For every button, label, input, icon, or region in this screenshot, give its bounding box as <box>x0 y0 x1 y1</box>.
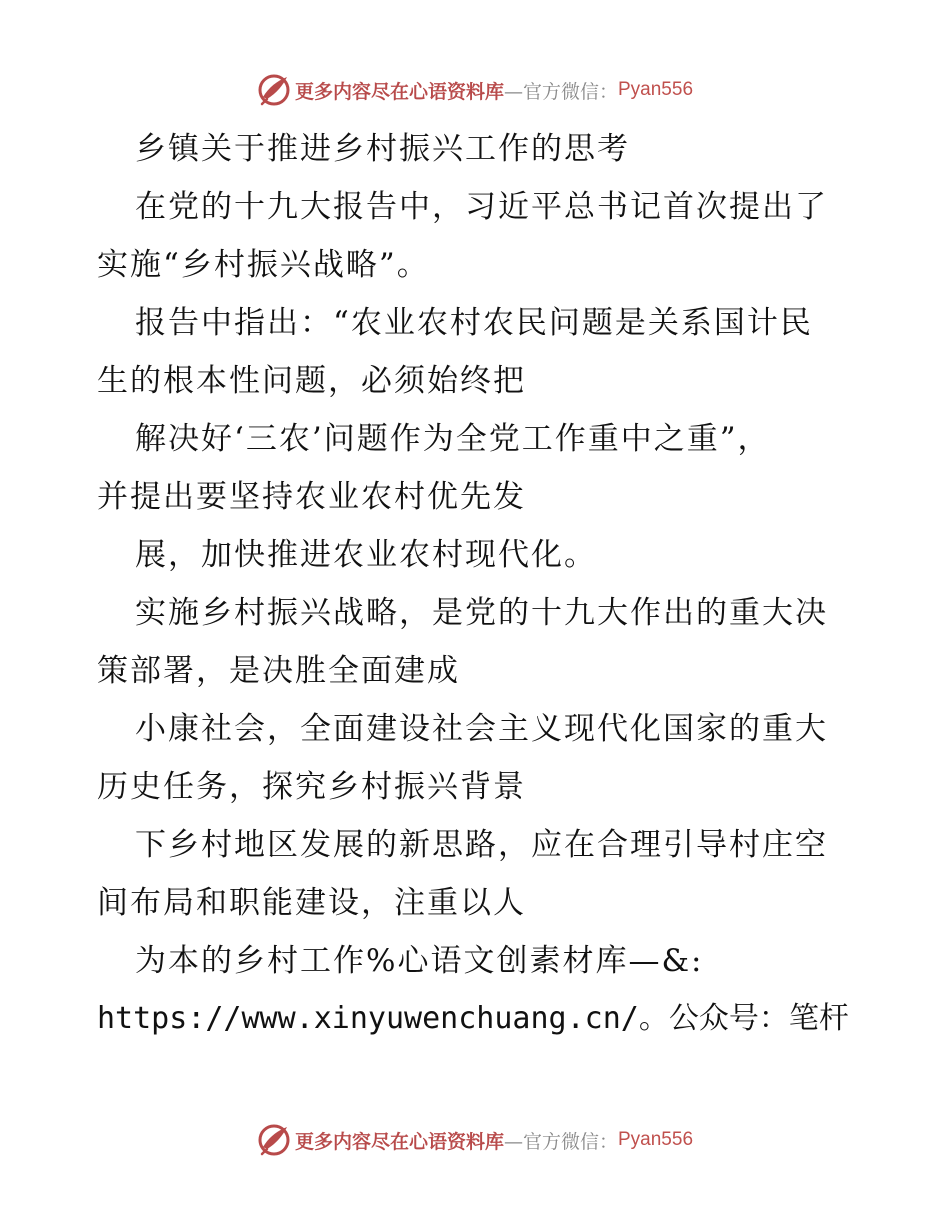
header-banner-text: 更多内容尽在心语资料库 <box>294 80 504 103</box>
document-title: 乡镇关于推进乡村振兴工作的思考 <box>135 131 630 167</box>
text-line: 报告中指出：“农业农村农民问题是关系国计民 <box>135 305 813 341</box>
footer-banner-text: 更多内容尽在心语资料库 <box>294 1130 504 1153</box>
footer-banner-wechat-label: —官方微信： <box>503 1130 618 1153</box>
text-line: 为本的乡村工作%心语文创素材库—&: <box>135 943 704 979</box>
header-watermark-banner <box>0 70 950 110</box>
text-line: 实施“乡村振兴战略”。 <box>97 247 430 283</box>
quill-logo-icon <box>257 73 291 107</box>
text-line: 展，加快推进农业农村现代化。 <box>135 537 597 573</box>
text-line-url: https://www.xinyuwenchuang.cn/。公众号：笔杆 <box>97 1001 849 1036</box>
text-line: 策部署，是决胜全面建成 <box>97 653 460 689</box>
text-line: 下乡村地区发展的新思路，应在合理引导村庄空 <box>135 827 828 863</box>
text-line: 小康社会，全面建设社会主义现代化国家的重大 <box>135 711 828 747</box>
text-line: 实施乡村振兴战略，是党的十九大作出的重大决 <box>135 595 828 631</box>
quill-logo-icon <box>257 1123 291 1157</box>
text-line: 生的根本性问题，必须始终把 <box>97 363 526 399</box>
footer-watermark-banner <box>0 1120 950 1160</box>
text-line: 在党的十九大报告中，习近平总书记首次提出了 <box>135 189 828 225</box>
text-line: 并提出要坚持农业农村优先发 <box>97 479 526 515</box>
footer-banner-wechat-id: Pyan556 <box>618 1129 694 1150</box>
text-line: 解决好‘三农’问题作为全党工作重中之重”， <box>135 421 771 457</box>
header-banner-wechat-label: —官方微信： <box>503 80 618 103</box>
text-line: 历史任务，探究乡村振兴背景 <box>97 769 526 805</box>
header-banner-wechat-id: Pyan556 <box>618 79 694 100</box>
text-line: 间布局和职能建设，注重以人 <box>97 885 526 921</box>
